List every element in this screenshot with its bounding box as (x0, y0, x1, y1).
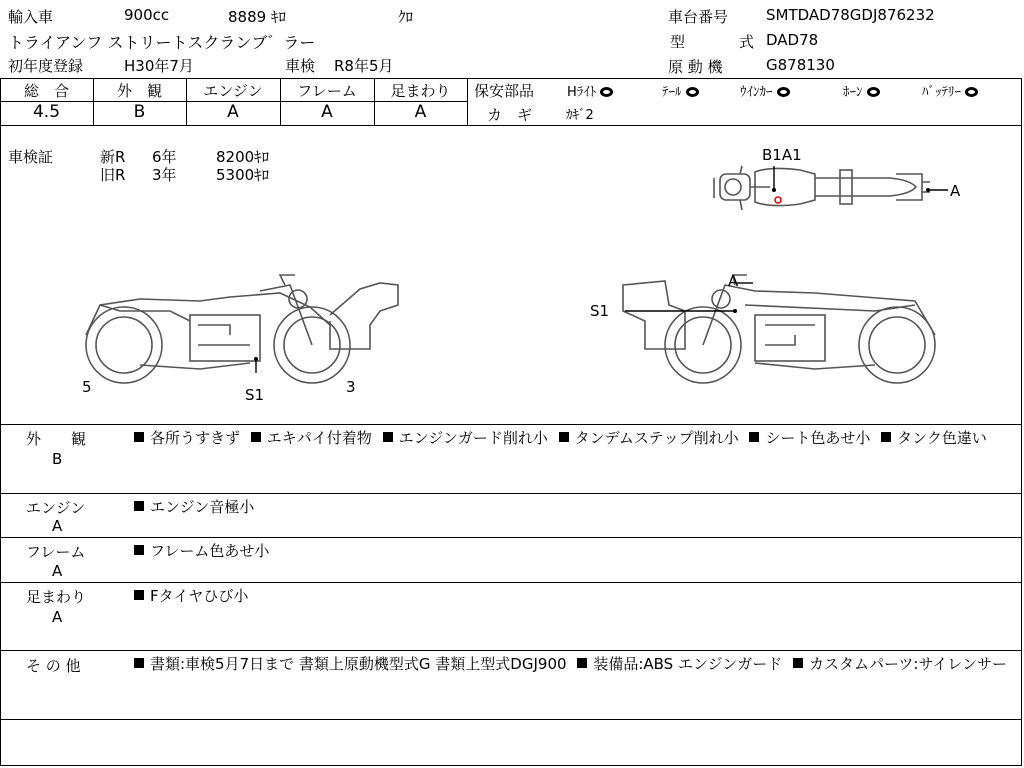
grade-value-exterior: B (133, 102, 146, 122)
diagram-label-right-a: A (728, 272, 739, 290)
note-items-suspension (134, 585, 1014, 607)
inspection-value: R8年5月 (334, 57, 394, 75)
shaken-old-km: 5300ｷﾛ (216, 166, 270, 184)
frame-number-label: 車台番号 (668, 8, 729, 26)
note-label-suspension: 足まわり (26, 588, 87, 606)
note-grade-frame: A (52, 562, 63, 580)
shaken-old-years: 3年 (152, 166, 177, 184)
engine-number-value: G878130 (766, 56, 835, 74)
category-label: 輸入車 (8, 8, 54, 26)
note-items-frame (134, 540, 1014, 562)
grade-header-suspension: 足まわり (390, 82, 451, 100)
note-item: シート色あせ小 (749, 429, 870, 447)
safety-item-winker: ｳｲﾝｶｰ (740, 81, 790, 100)
note-item: 書類:車検5月7日まで 書類上原動機型式G 書類上型式DGJ900 (134, 655, 567, 673)
grade-value-overall: 4.5 (32, 102, 61, 122)
shaken-old-tag: 旧R (100, 166, 126, 184)
note-item: 各所うすきず (134, 429, 240, 447)
type-value: DAD78 (766, 31, 819, 49)
safety-item-taillight: ﾃｰﾙ (662, 81, 699, 100)
divider (467, 78, 468, 126)
divider (0, 650, 1022, 651)
note-label-frame: フレーム (26, 543, 86, 561)
diagram-label-top-right: A (950, 182, 961, 200)
divider (0, 582, 1022, 583)
note-grade-suspension: A (52, 608, 63, 626)
key-value: ｶｷﾞ2 (566, 108, 594, 123)
frame-number-value: SMTDAD78GDJ876232 (766, 6, 935, 24)
grade-value-engine: A (227, 102, 239, 122)
safety-item-battery: ﾊﾞｯﾃﾘｰ (922, 81, 978, 100)
note-items-engine (134, 496, 1014, 518)
note-label-other: そ の 他 (26, 657, 81, 675)
grade-header-engine: エンジン (203, 82, 263, 100)
first-registration-value: H30年7月 (124, 57, 194, 75)
note-item: エンジンガード削れ小 (383, 429, 548, 447)
shaken-new-years: 6年 (152, 148, 177, 166)
diagram-label-top: B1A1 (762, 146, 802, 164)
displacement: 900cc (124, 6, 170, 24)
safety-item-horn: ﾎｰﾝ (843, 81, 880, 100)
diagram-label-5: 5 (82, 378, 92, 396)
key-label: カ ギ (487, 106, 533, 124)
first-registration-label: 初年度登録 (8, 57, 84, 75)
grade-value-suspension: A (414, 102, 427, 122)
note-item: 装備品:ABS エンジンガード (577, 655, 782, 673)
grade-header-overall: 総 合 (23, 82, 69, 100)
note-item: フレーム色あせ小 (134, 542, 269, 560)
note-grade-engine: A (52, 517, 63, 535)
safety-item-headlight: Hﾗｲﾄ (567, 81, 613, 100)
inspection-label: 車検 (285, 57, 316, 75)
divider (0, 719, 1022, 720)
note-grade-exterior: B (52, 450, 63, 468)
motorcycle-top-view-diagram (700, 160, 960, 220)
note-item: Fタイヤひび小 (134, 587, 248, 605)
diagram-label-left-s1: S1 (245, 386, 265, 404)
motorcycle-left-side-diagram (80, 265, 410, 395)
note-items-other (134, 653, 1014, 675)
safety-parts-label: 保安部品 (474, 82, 535, 100)
note-label-exterior: 外 観 (26, 430, 87, 448)
divider (0, 424, 1022, 425)
mileage: 8889 ｷﾛ (228, 8, 286, 26)
type-label-2: 式 (739, 33, 755, 51)
diagram-label-right-s1: S1 (590, 302, 610, 320)
note-item: タンク色違い (881, 429, 987, 447)
shaken-new-km: 8200ｷﾛ (216, 148, 270, 166)
diagram-label-3: 3 (346, 378, 356, 396)
ok-circle-icon (867, 87, 880, 97)
note-items-exterior (134, 427, 1014, 449)
grade-header-frame: フレーム (297, 82, 357, 100)
type-label-1: 型 (670, 33, 686, 51)
divider (0, 493, 1022, 494)
motorcycle-right-side-diagram (615, 265, 945, 395)
ok-circle-icon (686, 87, 699, 97)
grade-value-frame: A (321, 102, 333, 122)
note-label-engine: エンジン (26, 499, 86, 517)
divider (0, 537, 1022, 538)
ok-circle-icon (777, 87, 790, 97)
note-item: エンジン音極小 (134, 498, 254, 516)
ok-circle-icon (965, 87, 978, 97)
model-name: トライアンフ ストリートスクランブ゛ラー (8, 33, 316, 52)
note-item: エキパイ付着物 (251, 429, 372, 447)
ok-circle-icon (600, 87, 613, 97)
grade-header-exterior: 外 観 (116, 82, 162, 100)
note-item: カスタムパーツ:サイレンサー (793, 655, 1007, 673)
shaken-label: 車検証 (8, 148, 54, 166)
note-item: タンデムステップ削れ小 (559, 429, 739, 447)
shaken-new-tag: 新R (100, 148, 126, 166)
engine-number-label: 原 動 機 (668, 58, 723, 76)
color: ｸﾛ (398, 8, 414, 26)
divider (0, 125, 1022, 126)
